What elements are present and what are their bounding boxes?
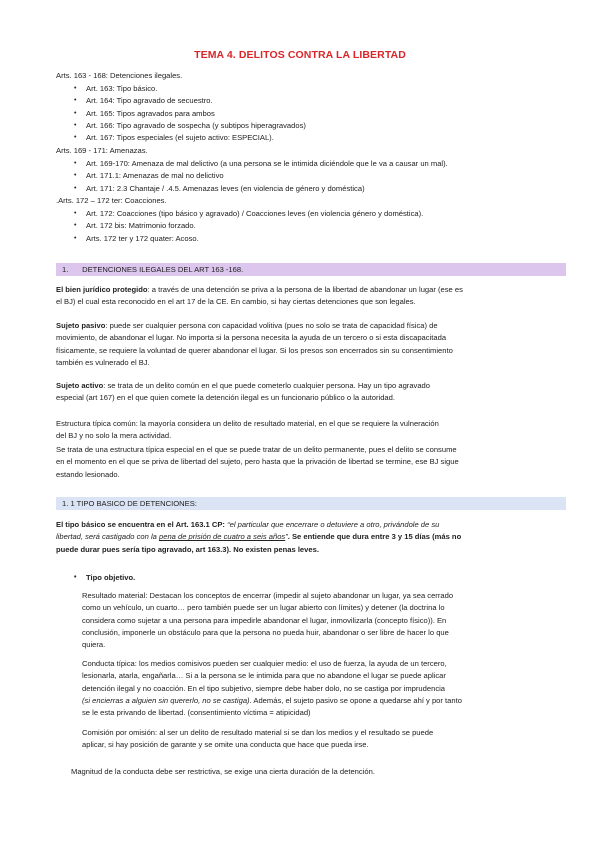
text-line: quiera. (82, 640, 106, 650)
text-line: Estructura típica común: la mayoría considera un delito de resultado material, en el que se requiere la vulneración (56, 419, 439, 428)
text-line: : puede ser cualquier persona con capacidad volitiva (pues no solo se trata de capacidad física) de (105, 321, 438, 330)
list-item: • Art. 171: 2.3 Chantaje / .4.5. Amenazas leves (en violencia de género y doméstica) (74, 183, 554, 195)
text-line: aplicar, si hay posición de garante y se omite una conducta que hace que pueda irse. (82, 740, 369, 750)
list-item: • Art. 163: Tipo básico. (74, 83, 554, 95)
paragraph-tipo-basico (56, 519, 561, 556)
text-line: como un vehículo, un cuarto… pero también puede ser un lugar abierto con límites) y detener (la doctrina lo (82, 603, 445, 613)
text-line: conclusión, imponerle un obstáculo para que la persona no pueda huir, abandonar o ser libre de hacer lo que (82, 627, 449, 637)
text-line: Se trata de una estructura típica especial en el que se puede tratar de un delito permanente, pues el delito se consume (56, 445, 457, 454)
penalty-underlined: pena de prisión de cuatro a seis años (159, 532, 286, 542)
paragraph-estructura-comun (56, 418, 561, 443)
outline-list-3 (74, 208, 554, 245)
legal-quote: “el particular que encerrare o detuviere a otro, privándole de su (227, 520, 440, 529)
term-label: Sujeto pasivo (56, 321, 106, 330)
text-line: en el momento en el que se priva de libertad del sujeto, pero hasta que la privación de libertad se termine, ese BJ sigue (56, 457, 459, 467)
bullet-list (74, 572, 554, 584)
text-lead: El tipo básico se encuentra en el Art. 163.1 CP: (56, 520, 228, 529)
outline-heading-3: .Arts. 172 – 172 ter: Coacciones. (56, 196, 167, 205)
text-line: físicamente, se requiere la voluntad de querer abandonar el lugar. Si los presos son encerrados sin su consentimiento (56, 345, 453, 355)
text-line: : se trata de un delito común en el que puede cometerlo cualquier persona. Hay un tipo agravado (103, 381, 431, 390)
section-number: 1. (62, 265, 69, 274)
section-title: DETENCIONES ILEGALES DEL ART 163 -168. (82, 265, 244, 274)
text-line: : a través de una detención se priva a la persona de la libertad de abandonar un lugar (ese es (147, 285, 463, 294)
text-line: también es vulnerado el BJ. (56, 357, 150, 367)
text-line: detención ilegal y no coacción. En el tipo subjetivo, siempre debe haber dolo, no se castiga por imprudencia (82, 683, 446, 693)
paragraph-estructura-especial (56, 444, 561, 481)
list-item: • Art. 172: Coacciones (tipo básico y agravado) / Coacciones leves (en violencia género y doméstica). (74, 208, 554, 220)
paragraph-resultado-material (82, 590, 562, 651)
paragraph-conducta-tipica (82, 658, 562, 719)
paragraph-comision-omision (82, 727, 562, 752)
paragraph-sujeto-activo (56, 380, 561, 405)
text-line: Comisión por omisión: al ser un delito de resultado material si se dan los medios y el resultado se puede (82, 728, 434, 737)
text-line: puede durar pues sería tipo agravado, art 163.3). No existen penas leves. (56, 544, 319, 554)
section-1-heading (56, 263, 566, 276)
text-line: especial (art 167) en el que quien comete la detención ilegal es un funcionario público o la autoridad. (56, 393, 395, 403)
text-line: considera como sujetar a una persona para impedirle abandonar el lugar, inmovilizarla (concepto físico)). En (82, 615, 447, 625)
list-item: • Art. 171.1: Amenazas de mal no delictivo (74, 170, 554, 182)
outline-list-2 (74, 158, 554, 195)
document-title: TEMA 4. DELITOS CONTRA LA LIBERTAD (194, 49, 406, 61)
italic-note: (si encierras a alguien sin quererlo, no se castiga) (82, 695, 250, 705)
outline-heading-1: Arts. 163 - 168: Detenciones ilegales. (56, 71, 183, 80)
term-label: Sujeto activo (56, 381, 104, 390)
text-tail: . Se entiende que dura entre 3 y 15 días (más no (287, 532, 462, 542)
list-item: • Art. 167: Tipos especiales (el sujeto activo: ESPECIAL). (74, 132, 554, 144)
list-item: • Art. 169-170: Amenaza de mal delictivo (a una persona se le intimida diciéndole que le va a causar un mal). (74, 158, 554, 170)
list-item: • Arts. 172 ter y 172 quater: Acoso. (74, 233, 554, 245)
text-line: estando lesionado. (56, 469, 120, 479)
list-item: • Art. 166: Tipo agravado de sospecha (y subtipos hiperagravados) (74, 120, 554, 132)
text-line: el BJ) el cual esta reconocido en el art 17 de la CE. En cambio, si hay ciertas detenciones que son legales. (56, 297, 416, 307)
section-1-1-heading: 1. 1 TIPO BASICO DE DETENCIONES: (56, 497, 566, 510)
text-line: del BJ y no solo la mera actividad. (56, 431, 172, 441)
paragraph-bien-juridico (56, 284, 561, 309)
paragraph-sujeto-pasivo (56, 320, 561, 369)
text-line: se le esta privando de libertad. (consentimiento víctima = atipicidad) (82, 708, 311, 718)
list-item: • Art. 172 bis: Matrimonio forzado. (74, 220, 554, 232)
text-line: Conducta típica: los medios comisivos pueden ser cualquier medio: el uso de fuerza, la ayuda de un tercero, (82, 659, 447, 668)
text-line: lesionarla, atarla, engañarla… Si a la persona se le intimida para que no abandone el lugar se puede aplicar (82, 671, 446, 681)
legal-quote: libertad, será castigado con la (56, 532, 159, 542)
outline-heading-2: Arts. 169 - 171: Amenazas. (56, 146, 148, 155)
list-item: • Tipo objetivo. (74, 572, 554, 584)
list-item: • Art. 164: Tipo agravado de secuestro. (74, 95, 554, 107)
outline-list-1 (74, 83, 554, 144)
legal-quote: ” (285, 532, 288, 542)
text-line: Resultado material: Destacan los conceptos de encerrar (impedir al sujeto abandonar un lugar, ya sea cerrado (82, 591, 454, 600)
paragraph-magnitud: Magnitud de la conducta debe ser restrictiva, se exige una cierta duración de la detención. (71, 767, 375, 776)
term-label: El bien jurídico protegido (56, 285, 148, 294)
text-tail: . Además, el sujeto pasivo se opone a quedarse ahí y por tanto (249, 695, 462, 705)
list-item: • Art. 165: Tipos agravados para ambos (74, 108, 554, 120)
text-line: movimiento, de abandonar el lugar. No importa si la persona necesita la ayuda de un tercero o si esta discapacitada (56, 333, 447, 343)
